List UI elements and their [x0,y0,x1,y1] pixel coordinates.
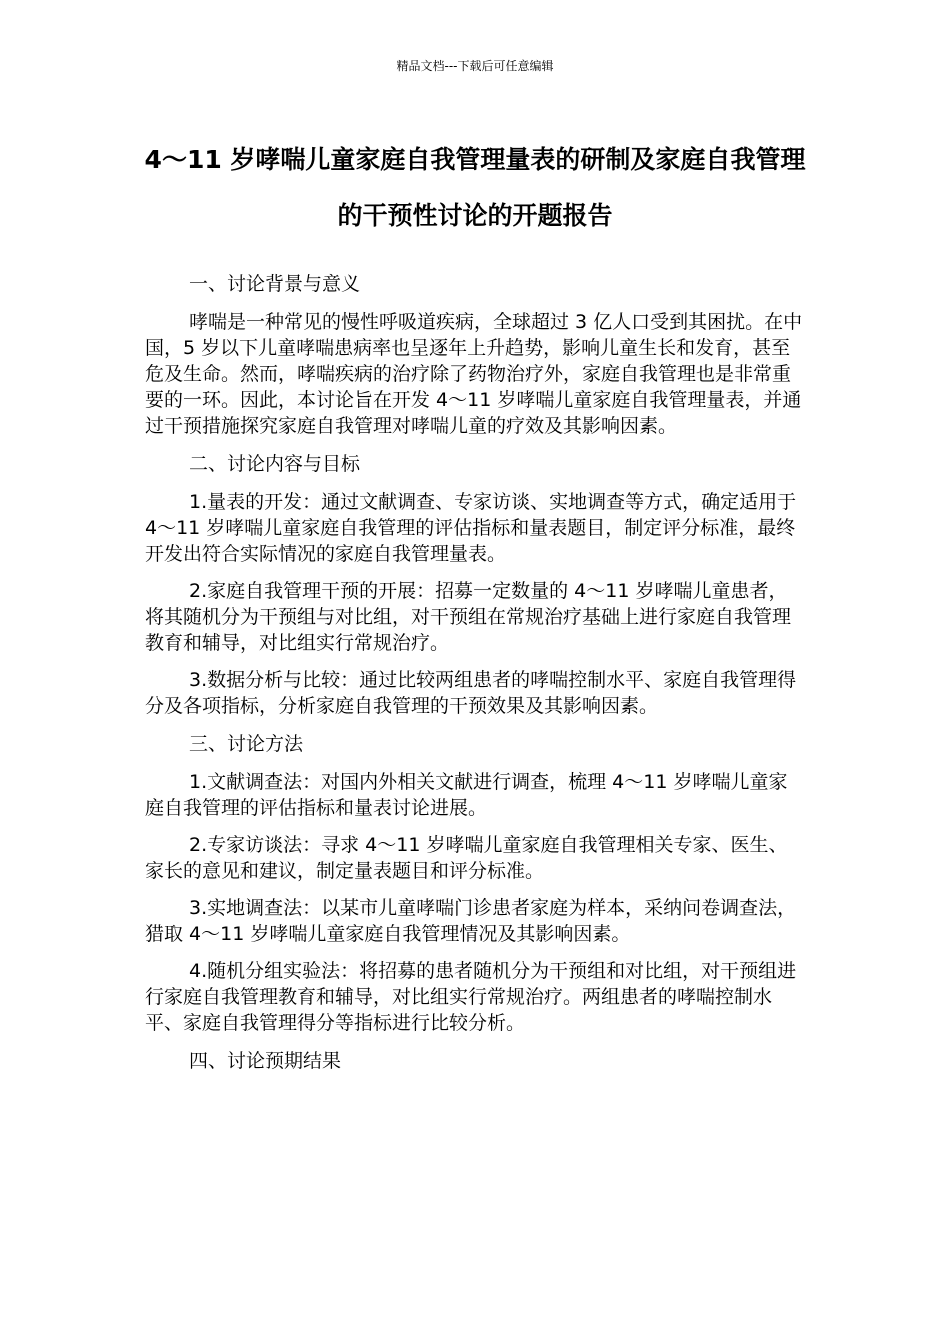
document-body [145,270,805,1086]
paragraph-intervention: 2.家庭自我管理干预的开展：招募一定数量的 4～11 岁哮喘儿童患者，将其随机分为干预组与对比组，对干预组在常规治疗基础上进行家庭自我管理教育和辅导，对比组实行常规治疗。 [145,580,792,654]
section-heading-content-goals: 二、讨论内容与目标 [189,453,361,475]
header-note: 精品文档---下载后可任意编辑 [396,59,554,73]
paragraph-field-survey-method: 3.实地调查法：以某市儿童哮喘门诊患者家庭为样本，采纳问卷调查法，猎取 4～11 岁哮喘儿童家庭自我管理情况及其影响因素。 [145,897,797,945]
document-title: 4～11 岁哮喘儿童家庭自我管理量表的研制及家庭自我管理的干预性讨论的开题报告 [144,145,806,230]
paragraph-literature-method: 1.文献调查法：对国内外相关文献进行调查，梳理 4～11 岁哮喘儿童家庭自我管理的评估指标和量表讨论进展。 [145,771,788,819]
paragraph-data-analysis: 3.数据分析与比较：通过比较两组患者的哮喘控制水平、家庭自我管理得分及各项指标，分析家庭自我管理的干预效果及其影响因素。 [145,669,797,717]
section-heading-methods: 三、讨论方法 [189,733,304,755]
paragraph-scale-development: 1.量表的开发：通过文献调查、专家访谈、实地调查等方式，确定适用于 4～11 岁哮喘儿童家庭自我管理的评估指标和量表题目，制定评分标准，最终开发出符合实际情况的家庭自我管理量表。 [145,491,797,565]
section-heading-expected-results: 四、讨论预期结果 [189,1050,342,1072]
paragraph-randomized-experiment-method: 4.随机分组实验法：将招募的患者随机分为干预组和对比组，对干预组进行家庭自我管理教育和辅导，对比组实行常规治疗。两组患者的哮喘控制水平、家庭自我管理得分等指标进行比较分析。 [145,960,797,1034]
paragraph-background: 哮喘是一种常见的慢性呼吸道疾病，全球超过 3 亿人口受到其困扰。在中国，5 岁以下儿童哮喘患病率也呈逐年上升趋势，影响儿童生长和发育，甚至危及生命。然而，哮喘疾病的治疗除了药物治疗外，家庭自我管理也是非常重要的一环。因此，本讨论旨在开发 4～11 岁哮喘儿童家庭自我管理量表，并通过干预措施探究家庭自我管理对哮喘儿童的疗效及其影响因素。 [145,311,803,437]
paragraph-expert-interview-method: 2.专家访谈法：寻求 4～11 岁哮喘儿童家庭自我管理相关专家、医生、家长的意见和建议，制定量表题目和评分标准。 [145,834,788,882]
section-heading-background: 一、讨论背景与意义 [189,273,361,295]
